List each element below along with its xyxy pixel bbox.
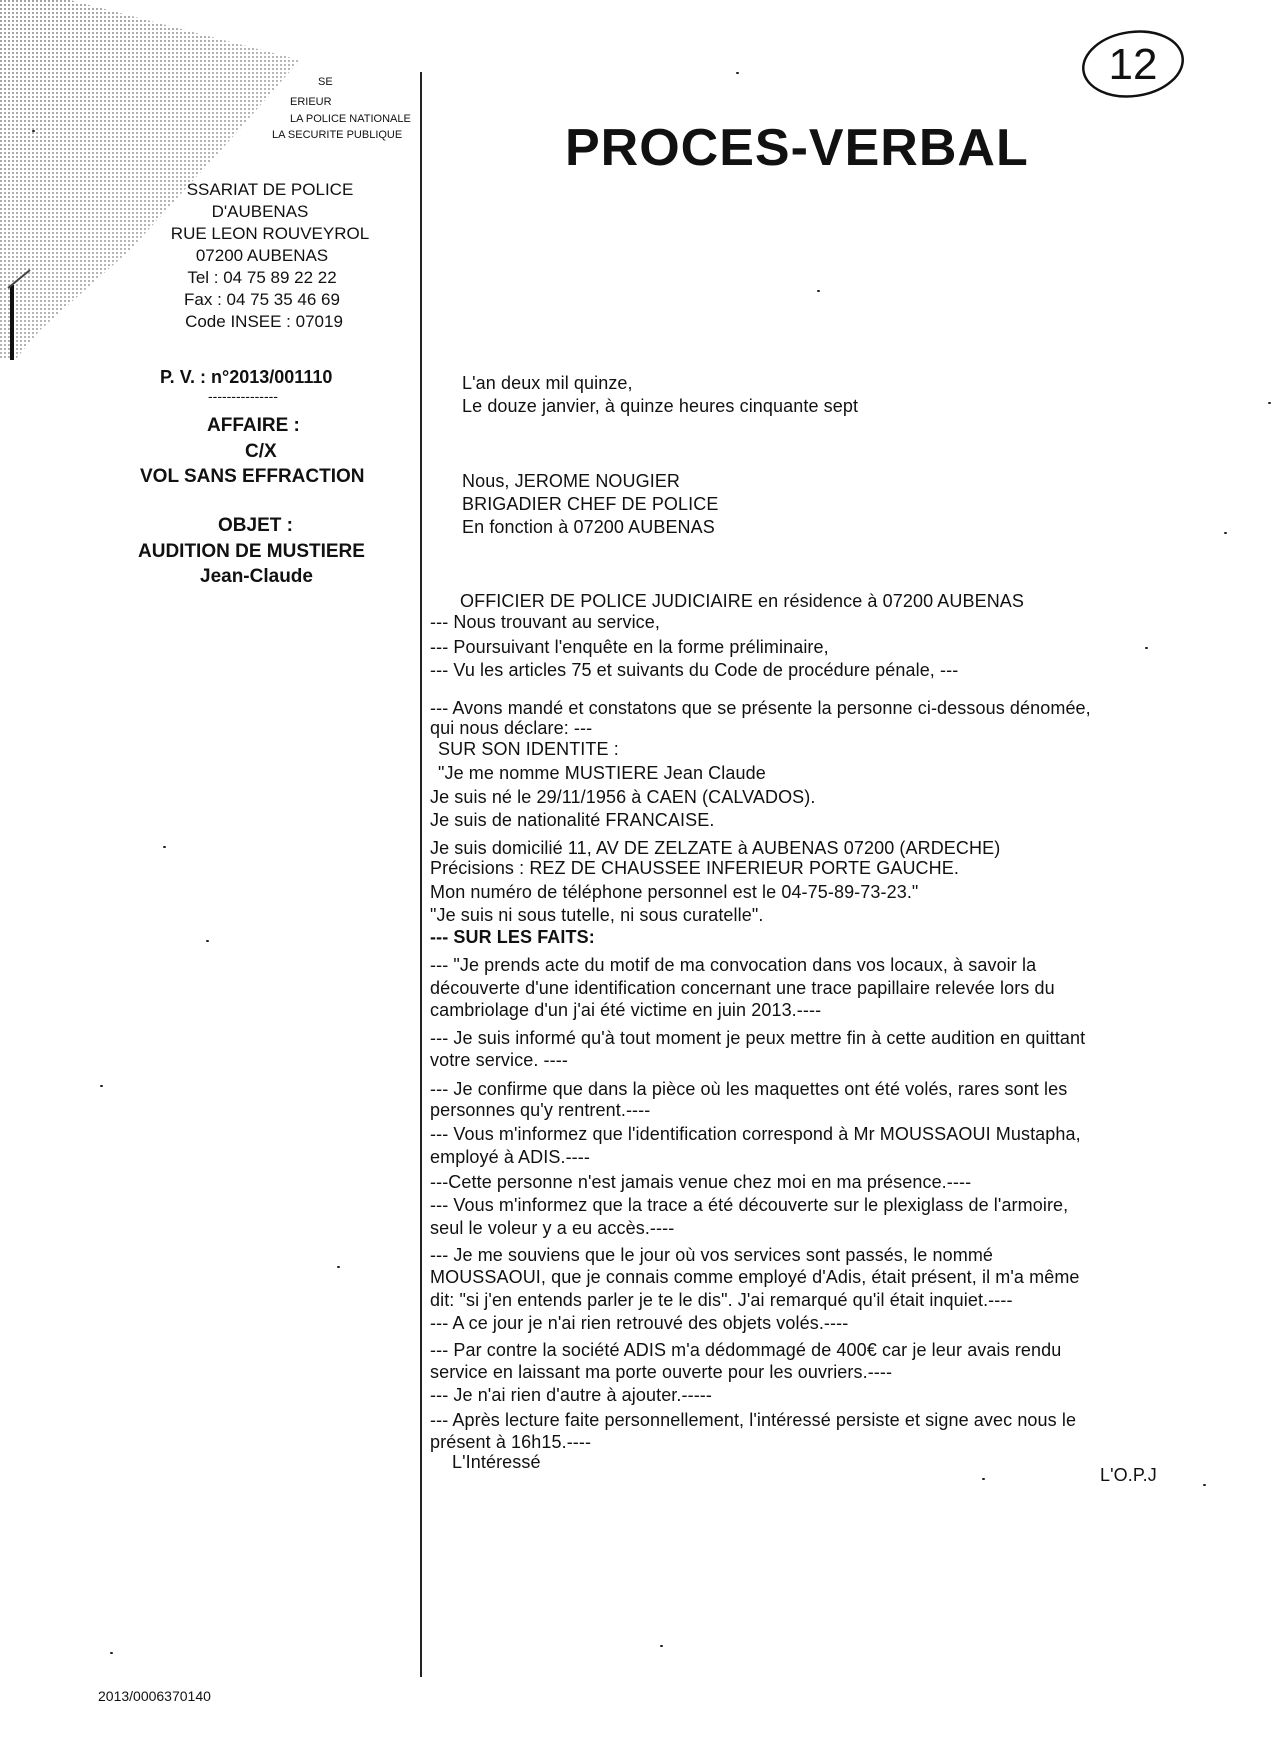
statement-line: --- Je suis informé qu'à tout moment je peux mettre fin à cette audition en quittant <box>430 1028 1086 1048</box>
statement-line: Précisions : REZ DE CHAUSSEE INFERIEUR PORTE GAUCHE. <box>430 858 959 878</box>
statement-line: --- Vous m'informez que la trace a été découverte sur le plexiglass de l'armoire, <box>430 1195 1069 1215</box>
pv-number: P. V. : n°2013/001110 <box>160 367 333 387</box>
section-heading: SUR SON IDENTITE : <box>438 739 619 759</box>
statement-line: --- Vous m'informez que l'identification correspond à Mr MOUSSAOUI Mustapha, <box>430 1124 1081 1144</box>
statement-line: présent à 16h15.---- <box>430 1432 592 1452</box>
statement-line: seul le voleur y a eu accès.---- <box>430 1218 675 1238</box>
statement-line: personnes qu'y rentrent.---- <box>430 1100 651 1120</box>
statement-line: "Je suis ni sous tutelle, ni sous curatelle". <box>430 905 764 925</box>
objet-label: OBJET : <box>218 515 293 536</box>
date-line: Le douze janvier, à quinze heures cinquante sept <box>462 396 859 416</box>
ministry-line: SE <box>318 76 333 88</box>
officer-line: Nous, JEROME NOUGIER <box>462 471 681 491</box>
service-line: RUE LEON ROUVEYROL <box>170 224 370 243</box>
service-line: D'AUBENAS <box>211 202 309 221</box>
statement-line: cambriolage d'un j'ai été victime en juin 2013.---- <box>430 1000 822 1020</box>
statement-line: ---Cette personne n'est jamais venue chez moi en ma présence.---- <box>430 1172 972 1192</box>
statement-line: employé à ADIS.---- <box>430 1147 590 1167</box>
statement-line: dit: "si j'en entends parler je te le dis". J'ai remarqué qu'il était inquiet.---- <box>430 1290 1013 1310</box>
affaire-parties: C/X <box>245 441 277 462</box>
statement-line: --- Je confirme que dans la pièce où les maquettes ont été volés, rares sont les <box>430 1079 1068 1099</box>
statement-line: --- Je me souviens que le jour où vos services sont passés, le nommé <box>430 1245 994 1265</box>
ministry-line: ERIEUR <box>290 96 332 108</box>
ministry-line: LA SECURITE PUBLIQUE <box>272 129 403 141</box>
statement-line: Mon numéro de téléphone personnel est le 04-75-89-73-23." <box>430 882 919 902</box>
statement-line: --- Vu les articles 75 et suivants du Code de procédure pénale, --- <box>430 660 959 680</box>
statement-line: votre service. ---- <box>430 1050 568 1070</box>
service-line: SSARIAT DE POLICE <box>186 180 354 199</box>
statement-line: --- A ce jour je n'ai rien retrouvé des objets volés.---- <box>430 1313 849 1333</box>
date-line: L'an deux mil quinze, <box>462 373 633 393</box>
statement-line: MOUSSAOUI, que je connais comme employé d'Adis, était présent, il m'a même <box>430 1267 1080 1287</box>
document-title: PROCES-VERBAL <box>565 119 1029 177</box>
signature-right: L'O.P.J <box>1100 1465 1157 1485</box>
phone-line: Tel : 04 75 89 22 22 <box>187 268 337 287</box>
service-line: 07200 AUBENAS <box>195 246 329 265</box>
statement-line: "Je me nomme MUSTIERE Jean Claude <box>438 763 766 783</box>
fax-line: Fax : 04 75 35 46 69 <box>184 290 340 309</box>
statement-line: Je suis domicilié 11, AV DE ZELZATE à AUBENAS 07200 (ARDECHE) <box>430 838 1001 858</box>
statement-line: --- Nous trouvant au service, <box>430 612 660 632</box>
officer-line: BRIGADIER CHEF DE POLICE <box>462 494 719 514</box>
page-number-stamp <box>1078 24 1188 104</box>
statement-line: service en laissant ma porte ouverte pour les ouvriers.---- <box>430 1362 893 1382</box>
page-number: 12 <box>1108 40 1158 89</box>
affaire-label: AFFAIRE : <box>207 415 300 436</box>
statement-line: --- Par contre la société ADIS m'a dédommagé de 400€ car je leur avais rendu <box>430 1340 1062 1360</box>
section-heading: --- SUR LES FAITS: <box>430 927 595 947</box>
officer-line: En fonction à 07200 AUBENAS <box>462 517 715 537</box>
signature-left: L'Intéressé <box>452 1452 541 1472</box>
affaire-subject: VOL SANS EFFRACTION <box>140 466 365 487</box>
statement-line: OFFICIER DE POLICE JUDICIAIRE en résidence à 07200 AUBENAS <box>460 591 1025 611</box>
objet-line: Jean-Claude <box>200 566 313 587</box>
statement-line: --- Poursuivant l'enquête en la forme préliminaire, <box>430 637 829 657</box>
objet-line: AUDITION DE MUSTIERE <box>138 541 365 562</box>
statement-line: --- "Je prends acte du motif de ma convocation dans vos locaux, à savoir la <box>430 955 1037 975</box>
statement-line: qui nous déclare: --- <box>430 718 593 738</box>
separator: --------------- <box>208 388 278 404</box>
statement-line: --- Après lecture faite personnellement, l'intéressé persiste et signe avec nous le <box>430 1410 1077 1430</box>
statement-line: Je suis de nationalité FRANCAISE. <box>430 810 715 830</box>
statement-line: --- Je n'ai rien d'autre à ajouter.----- <box>430 1385 712 1405</box>
ministry-line: LA POLICE NATIONALE <box>290 113 411 125</box>
statement-line: Je suis né le 29/11/1956 à CAEN (CALVADOS). <box>430 787 816 807</box>
statement-line: découverte d'une identification concernant une trace papillaire relevée lors du <box>430 978 1055 998</box>
column-divider <box>420 72 422 1677</box>
footer-reference: 2013/0006370140 <box>98 1688 211 1704</box>
insee-line: Code INSEE : 07019 <box>185 312 343 331</box>
statement-line: --- Avons mandé et constatons que se présente la personne ci-dessous dénomée, <box>430 698 1091 718</box>
